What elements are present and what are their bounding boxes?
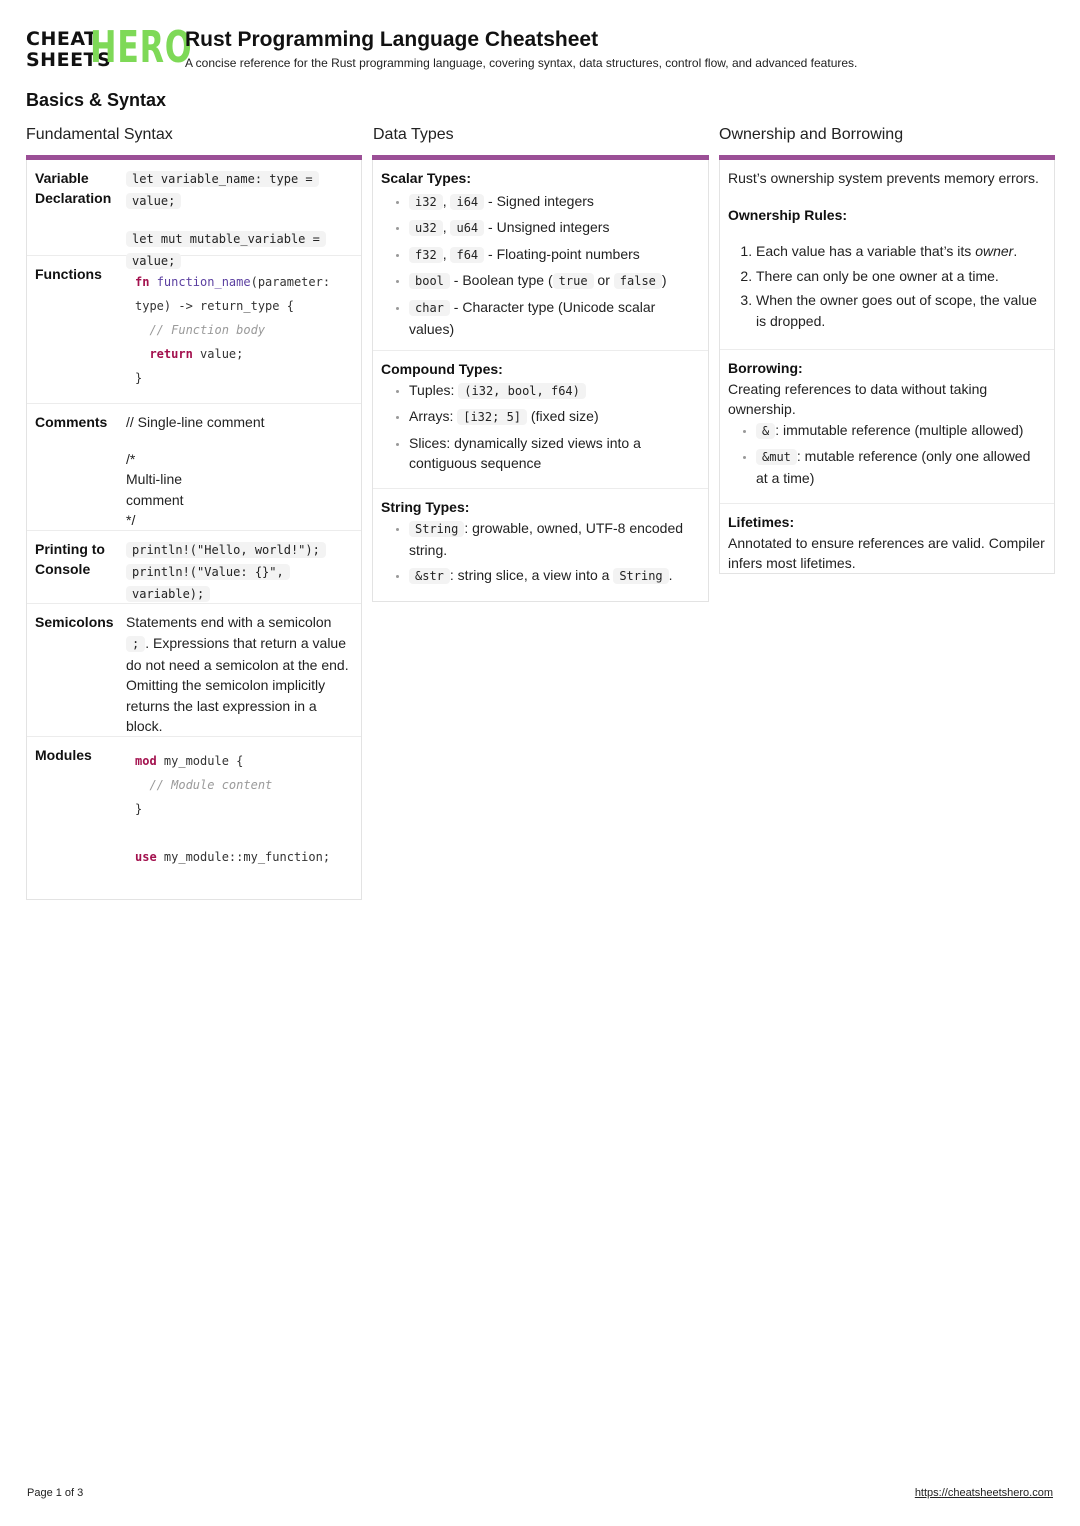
- list-item: • char - Character type (Unicode scalar values): [409, 297, 699, 340]
- list-item: • Slices: dynamically sized views into a contiguous sequence: [409, 433, 699, 474]
- page-title: Rust Programming Language Cheatsheet: [185, 28, 599, 51]
- semicolons-text: Statements end with a semicolon ; . Expressions that return a value do not need a semicolon at the end. Omitting the semicolon implicitly returns the last expression in a block.: [126, 614, 349, 734]
- ownership-rules-heading: Ownership Rules:: [728, 206, 848, 223]
- logo-hero-text: HERO: [90, 22, 193, 73]
- lifetimes-box: [720, 504, 1054, 582]
- lifetimes-heading: Lifetimes:: [728, 514, 795, 530]
- list-item: • & : immutable reference (multiple allowed): [756, 420, 1045, 442]
- list-item: • Tuples: (i32, bool, f64): [409, 380, 699, 402]
- borrowing-box: [720, 350, 1054, 504]
- compound-types-heading: Compound Types:: [381, 361, 503, 377]
- page-subtitle: A concise reference for the Rust programming language, covering syntax, data structures, control flow, and advanced features.: [185, 56, 858, 70]
- borrowing-text: Creating references to data without taking ownership.: [728, 380, 988, 417]
- compound-types-box: [373, 351, 708, 489]
- list-item: • i32 , i64 - Signed integers: [409, 191, 699, 213]
- string-types-box: [373, 489, 708, 599]
- table-row: [27, 404, 361, 531]
- comment-text: // Single-line comment: [126, 414, 265, 430]
- column-title-datatypes: Data Types: [373, 126, 454, 143]
- scalar-types-heading: Scalar Types:: [381, 170, 472, 186]
- column-title-ownership: Ownership and Borrowing: [719, 126, 904, 143]
- list-item: 1. Each value has a variable that’s its owner.: [756, 241, 1045, 262]
- fundamental-syntax-card: [26, 160, 362, 900]
- code-snippet: println!("Hello, world!");: [126, 542, 326, 558]
- string-types-heading: String Types:: [381, 499, 470, 515]
- row-label: Semicolons: [35, 614, 114, 630]
- scalar-types-box: [373, 160, 708, 351]
- section-title: Basics & Syntax: [26, 90, 167, 110]
- table-row: [27, 256, 361, 404]
- list-item: • bool - Boolean type ( true or false ): [409, 270, 699, 292]
- list-item: • Arrays: [i32; 5] (fixed size): [409, 406, 699, 428]
- page-number: Page 1 of 3: [27, 1487, 84, 1499]
- comment-text: Multi-line: [126, 471, 183, 487]
- row-label: Modules: [35, 747, 92, 763]
- code-snippet: ;: [126, 636, 145, 652]
- column-title-fundamental: Fundamental Syntax: [26, 126, 173, 143]
- logo-cheat-text: CHEAT: [26, 28, 98, 50]
- row-label: Comments: [35, 414, 108, 430]
- list-item: • &str : string slice, a view into a String .: [409, 565, 699, 587]
- comment-text: comment: [126, 491, 184, 508]
- borrowing-heading: Borrowing:: [728, 360, 803, 376]
- table-row: [27, 160, 361, 268]
- lifetimes-text: Annotated to ensure references are valid. Compiler infers most lifetimes.: [728, 534, 1045, 571]
- code-block: mod my_module { // Module content } use my_module::my_function;: [135, 754, 331, 864]
- code-snippet: println!("Value: {}", variable);: [126, 564, 290, 602]
- table-row: [27, 737, 361, 877]
- list-item: 2. There can only be one owner at a time.: [756, 266, 1045, 287]
- list-item: • f32 , f64 - Floating-point numbers: [409, 244, 699, 266]
- row-label: Variable Declaration: [35, 170, 112, 206]
- code-block: fn function_name(parameter: type) -> return_type { // Function body return value; }: [135, 275, 338, 385]
- row-label: Functions: [35, 266, 102, 282]
- data-types-card: [372, 160, 709, 602]
- code-snippet: let variable_name: type = value;: [126, 171, 319, 209]
- ownership-rules-box: [720, 160, 1054, 350]
- row-label: Printing to Console: [35, 541, 105, 577]
- list-item: 3. When the owner goes out of scope, the value is dropped.: [756, 290, 1045, 331]
- ownership-card: [719, 160, 1055, 574]
- site-link[interactable]: https://cheatsheetshero.com: [914, 1487, 1053, 1499]
- comment-text: /*: [126, 450, 136, 467]
- list-item: • u32 , u64 - Unsigned integers: [409, 217, 699, 239]
- list-item: • &mut : mutable reference (only one allowed at a time): [756, 446, 1045, 489]
- logo-sheets-text: SHEETS: [26, 49, 112, 71]
- ownership-intro: Rust’s ownership system prevents memory errors.: [728, 170, 1039, 186]
- logo: [26, 22, 193, 73]
- table-row: [27, 531, 361, 604]
- table-row: [27, 604, 361, 737]
- comment-text: */: [126, 512, 136, 528]
- code-snippet: let mut mutable_variable = value;: [126, 231, 326, 269]
- list-item: • String : growable, owned, UTF-8 encoded string.: [409, 518, 699, 561]
